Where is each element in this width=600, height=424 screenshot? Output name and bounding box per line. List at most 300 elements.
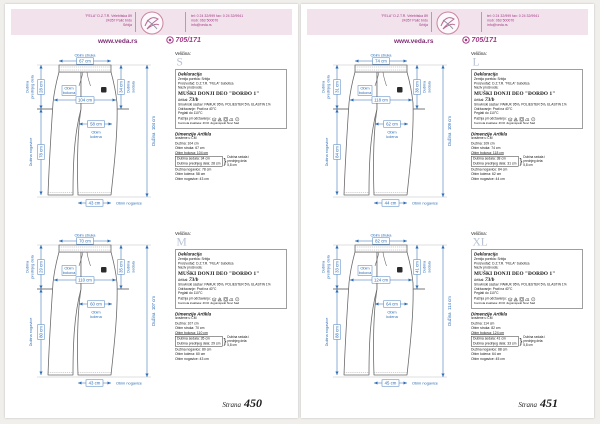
declaration-title: Deklaracija: [474, 251, 498, 257]
hips-label-2: bokova: [62, 90, 76, 96]
hem-label: Obim nogavice: [116, 380, 142, 386]
front-rise-label-2: prednjeg dela: [325, 255, 331, 279]
knee-value: 58 cm: [90, 121, 102, 127]
back-rise-value: 35 cm: [118, 261, 124, 273]
care-instruction-2: Peglati do 110°C: [178, 111, 203, 116]
care-symbols-row: [178, 117, 284, 122]
no-bleach-icon: [514, 297, 519, 302]
website: www.veda.rs: [393, 38, 434, 45]
inseam-value: 88 cm: [334, 326, 340, 338]
dimension-row: Dužina nogavice: 88 cm: [471, 347, 508, 352]
manufacturer: Proizvođač: D.Z.T.R. "FELA" Subotica: [178, 261, 234, 266]
page-right: [301, 4, 594, 418]
contact-line: mob: 063 500070: [190, 19, 219, 23]
care-instruction-2: Peglati do 110°C: [474, 111, 499, 116]
contact-line: info@veda.rs: [486, 23, 508, 28]
waist-dimension: [355, 53, 407, 65]
dimension-highlight-box: [471, 336, 518, 347]
hem-label: Obim nogavice: [412, 200, 438, 206]
knee-label: Obim: [91, 129, 101, 135]
dimensions-title: Dimenzije Artikla: [175, 311, 212, 317]
contact-line: tel: 0 24 32/999 fax: 0 24 32/9941: [190, 14, 243, 18]
brace-glyph: }: [223, 336, 227, 346]
dimension-row: Dužina: 107 cm: [175, 321, 199, 326]
dimension-row: Dužina nogavice: 78 cm: [175, 167, 212, 172]
hips-label-2: bokova: [358, 90, 372, 96]
article-value: 73/b: [485, 276, 495, 283]
back-rise-label: Dubina: [421, 260, 427, 274]
svg-text:P: P: [532, 299, 534, 301]
back-rise-label: Dubina: [125, 80, 131, 94]
knee-label-2: kolena: [386, 134, 398, 139]
brand-patch-icon: [397, 267, 403, 273]
product-name: MUŠKI DONJI DEO "ĐORĐO 1": [474, 90, 556, 97]
back-rise-label: Dubina: [125, 260, 131, 274]
front-rise-dimension: [25, 245, 45, 289]
back-rise-label-2: sedala: [130, 81, 136, 93]
waist-dimension: [59, 53, 111, 65]
certificate-stamp: [166, 36, 201, 44]
brand-patch-icon: [101, 267, 107, 273]
inseam-value: 84 cm: [334, 146, 340, 158]
dry-clean-p-icon: [531, 297, 536, 302]
size-value: S: [176, 55, 183, 68]
website: www.veda.rs: [97, 38, 138, 45]
dimensions-subtitle: Izražene u CM: [175, 136, 197, 140]
hips-label: Obim: [64, 265, 74, 271]
knee-label-2: kolena: [386, 314, 398, 319]
article-value: 73/b: [189, 96, 199, 103]
country-of-origin: Zemlja porekla: Srbija: [178, 257, 210, 261]
care-instruction-1: Održavanje: Prati na 40°C: [474, 287, 513, 291]
dimension-highlight-box: [175, 336, 222, 347]
dimensions-subtitle: Izražene u CM: [175, 316, 197, 320]
front-rise-value: 29 cm: [38, 261, 44, 273]
back-rise-label: Dubina: [421, 80, 427, 94]
front-rise-value: 33 cm: [334, 261, 340, 273]
inseam-label: Dužina nogavice: [324, 317, 329, 347]
length-dimension: [443, 65, 452, 197]
dimensions-title: Dimenzije Artikla: [175, 131, 212, 137]
page-number-label: Strana: [518, 401, 537, 409]
subheader-row: [307, 35, 588, 48]
length-label-value: Dužina107 cm: [151, 296, 157, 326]
front-rise-dimension: [321, 245, 341, 289]
certificate-stamp: [462, 36, 497, 44]
wash-40-icon: [212, 297, 217, 302]
quality-control: Kontrola kvaliteta: ZOO Jugoinspekt Novi Sad: [474, 302, 536, 306]
note-line: Dubina sedala i: [523, 335, 546, 340]
declaration-title: Deklaracija: [178, 71, 202, 77]
iron-icon: [229, 297, 234, 302]
product-name: MUŠKI DONJI DEO "ĐORĐO 1": [474, 270, 556, 277]
stamp-icon: [166, 36, 174, 44]
dimension-note: [227, 156, 249, 168]
size-value: L: [472, 55, 480, 68]
front-rise-label: Dubina: [320, 80, 326, 94]
page-left: [5, 4, 298, 418]
waist-label: Obim struka: [74, 232, 96, 238]
length-label-value: Dužina114 cm: [447, 296, 453, 326]
dimension-note-group: [175, 336, 293, 348]
article-label: Artikal:: [178, 278, 189, 282]
brace-glyph: }: [223, 156, 227, 166]
front-rise-dimension: [25, 65, 45, 109]
dimensions-list: [471, 141, 589, 181]
contact-line: tel: 0 24 32/999 fax: 0 24 32/9941: [486, 14, 539, 18]
declaration-title: Deklaracija: [178, 251, 202, 257]
pants-outline: [344, 245, 413, 375]
manufacturer: Proizvođač: D.Z.T.R. "FELA" Subotica: [474, 81, 530, 86]
dimension-note-group: [471, 336, 589, 348]
brace-glyph: }: [519, 156, 523, 166]
care-symbols-row: [474, 297, 580, 302]
waist-dimension: [355, 233, 407, 245]
dimension-row: Obim bokova: 110 cm: [175, 331, 208, 335]
dimension-row: Dubina prednjeg dela: 29 cm: [177, 341, 221, 346]
dimension-row: Dubina prednjeg dela: 28 cm: [177, 161, 221, 166]
length-label-value: Dužina109 cm: [447, 116, 453, 146]
knee-value: 60 cm: [90, 301, 102, 307]
hem-value: 43 cm: [88, 380, 101, 386]
waist-value: 70 cm: [79, 238, 91, 244]
dimension-row: Obim kolena: 64 cm: [471, 352, 502, 357]
address-line: "FELA" D.Z.T.R. Velebitska 89: [85, 14, 132, 18]
knee-label: Obim: [91, 309, 101, 315]
dimensions-list: [175, 141, 293, 181]
product-panel-size-s: [17, 51, 298, 228]
composition: Sirovinski sastav: PAMUK 95%, POLIESTER 5%, ELASTIN 1%: [178, 102, 271, 107]
hips-label: Obim: [64, 85, 74, 91]
address-line: Srbija: [418, 23, 428, 28]
panel-text-column: [471, 51, 589, 228]
back-rise-dimension: [414, 65, 432, 109]
wash-40-icon: [508, 117, 513, 122]
dimension-row: Dubina sedala: 35 cm: [177, 337, 210, 341]
care-symbols-row: [178, 297, 284, 302]
care-symbols-label: Pažnja pri održavanju:: [178, 117, 211, 121]
size-label: Veličina:: [471, 231, 487, 236]
hips-label: Obim: [360, 85, 370, 91]
hem-value: 45 cm: [384, 380, 397, 386]
address-line: Srbija: [122, 23, 132, 28]
dimension-row: Dubina prednjeg dela: 31 cm: [473, 161, 517, 166]
article-value: 73/b: [485, 96, 495, 103]
contact-info: [191, 14, 311, 28]
subheader-row: [11, 35, 292, 48]
knee-label-2: kolena: [90, 314, 102, 319]
declaration-box: [471, 69, 583, 128]
header-divider: [185, 12, 186, 32]
certificate-number: 705/171: [175, 36, 201, 44]
wash-40-icon: [212, 117, 217, 122]
quality-control: Kontrola kvaliteta: ZOO Jugoinspekt Novi Sad: [474, 122, 536, 126]
panel-text-column: [175, 231, 293, 408]
hem-value: 44 cm: [384, 200, 397, 206]
care-symbols-label: Pažnja pri održavanju:: [474, 117, 507, 121]
front-rise-label: Dubina: [24, 80, 30, 94]
back-rise-label-2: sedala: [426, 261, 432, 273]
inseam-label: Dužina nogavice: [28, 137, 33, 167]
dimension-row: Dubina sedala: 38 cm: [473, 157, 506, 161]
page-number-value: 451: [540, 396, 558, 410]
pants-outline: [48, 245, 117, 375]
dimension-row: Obim bokova: 104 cm: [175, 151, 209, 155]
wash-40-icon: [508, 297, 513, 302]
note-line: prednjeg dela:: [523, 159, 544, 163]
dimension-highlight-box: [471, 156, 518, 167]
dry-clean-p-icon: [235, 297, 240, 302]
product-panel-size-m: [17, 231, 298, 408]
no-bleach-icon: [218, 117, 223, 122]
dimension-note: [523, 156, 545, 168]
back-rise-dimension: [118, 245, 136, 289]
dimension-row: Obim struka: 70 cm: [175, 326, 205, 331]
care-instruction-1: Održavanje: Prati na 40°C: [474, 107, 513, 111]
pants-diagram: [313, 231, 471, 403]
hem-label: Obim nogavice: [116, 200, 142, 206]
care-instruction-2: Peglati do 110°C: [474, 291, 499, 296]
pants-diagram: [313, 51, 471, 223]
length-dimension: [147, 245, 156, 377]
product-name-label: Naziv proizvoda:: [178, 86, 203, 90]
article-number: [474, 277, 580, 283]
dimension-note-group: [471, 156, 589, 168]
product-panel-size-xl: [313, 231, 594, 408]
care-symbols-label: Pažnja pri održavanju:: [178, 297, 211, 301]
front-rise-label: Dubina: [320, 260, 326, 274]
waist-label: Obim struka: [370, 52, 392, 58]
dimensions-subtitle: Izražene u CM: [471, 136, 493, 140]
article-number: [178, 97, 284, 103]
dimension-row: Obim nogavice: 43 cm: [175, 357, 209, 361]
hem-dimension: [78, 200, 142, 206]
dry-clean-p-icon: [531, 117, 536, 122]
size-label: Veličina:: [175, 51, 191, 56]
dimension-note-group: [175, 156, 293, 168]
page-number-label: Strana: [222, 401, 241, 409]
waist-label: Obim struka: [74, 52, 96, 58]
back-rise-label-2: sedala: [130, 261, 136, 273]
contact-line: mob: 063 500070: [486, 19, 515, 23]
note-line: prednjeg dela:: [227, 159, 248, 163]
front-rise-label: Dubina: [24, 260, 30, 274]
svg-text:40: 40: [213, 120, 216, 122]
tumble-dry-icon: [519, 117, 524, 122]
dimension-row: Dužina: 109 cm: [471, 141, 495, 146]
svg-text:P: P: [532, 119, 534, 121]
dimension-row: Obim kolena: 60 cm: [175, 352, 206, 357]
care-instruction-1: Održavanje: Prati na 40°C: [178, 107, 217, 111]
hips-label: Obim: [360, 265, 370, 271]
dimension-row: Obim kolena: 62 cm: [471, 172, 502, 177]
knee-value: 62 cm: [386, 121, 398, 127]
dry-clean-p-icon: [235, 117, 240, 122]
waistband: [59, 65, 111, 72]
country-of-origin: Zemlja porekla: Srbija: [474, 77, 506, 81]
front-rise-value: 28 cm: [38, 81, 44, 93]
iron-icon: [525, 117, 530, 122]
waist-dimension: [59, 233, 111, 245]
hem-dimension: [374, 200, 438, 206]
address-line: 24357 Palić brdo: [401, 19, 428, 23]
dimension-row: Obim struka: 82 cm: [471, 326, 501, 331]
company-address: [308, 14, 428, 28]
note-line: Dubina sedala i: [227, 155, 250, 160]
header-divider: [431, 12, 432, 32]
page-number: [518, 396, 558, 411]
declaration-title: Deklaracija: [474, 71, 498, 77]
hips-value: 110 cm: [78, 277, 92, 283]
back-rise-value: 34 cm: [118, 81, 124, 93]
brace-glyph: }: [519, 336, 523, 346]
knee-value: 64 cm: [386, 301, 398, 307]
composition: Sirovinski sastav: PAMUK 95%, POLIESTER 5%, ELASTIN 1%: [474, 102, 567, 107]
quality-control: Kontrola kvaliteta: ZOO Jugoinspekt Novi Sad: [178, 302, 240, 306]
article-label: Artikal:: [474, 98, 485, 102]
page-number: [222, 396, 262, 411]
header-divider: [481, 12, 482, 32]
care-instruction-1: Održavanje: Prati na 40°C: [178, 287, 217, 291]
waist-value: 67 cm: [79, 58, 91, 64]
hips-label-2: bokova: [358, 270, 372, 276]
knee-label: Obim: [387, 309, 397, 315]
back-rise-dimension: [118, 65, 136, 109]
product-name-label: Naziv proizvoda:: [474, 86, 499, 90]
product-name: MUŠKI DONJI DEO "ĐORĐO 1": [178, 270, 260, 277]
declaration-box: [471, 249, 583, 308]
knee-label-2: kolena: [90, 134, 102, 139]
size-label: Veličina:: [471, 51, 487, 56]
note-line: prednjeg dela:: [523, 339, 544, 343]
size-label: Veličina:: [175, 231, 191, 236]
product-name-label: Naziv proizvoda:: [178, 266, 203, 270]
brand-patch-icon: [397, 87, 403, 93]
dimension-highlight-box: [175, 156, 222, 167]
dimension-row: Obim nogavice: 43 cm: [175, 177, 209, 181]
dimensions-list: [175, 321, 293, 361]
no-bleach-icon: [218, 297, 223, 302]
pants-diagram: [17, 51, 175, 223]
note-line: 5,8 cm: [523, 163, 533, 167]
hips-value: 124 cm: [373, 277, 389, 283]
knee-label: Obim: [387, 129, 397, 135]
dimension-row: Obim nogavice: 44 cm: [471, 177, 505, 181]
article-label: Artikal:: [178, 98, 189, 102]
pants-outline: [48, 65, 117, 195]
front-rise-dimension: [321, 65, 341, 109]
note-line: 5,8 cm: [227, 343, 237, 347]
front-rise-value: 31 cm: [334, 81, 340, 93]
pants-diagram: [17, 231, 175, 403]
dimension-row: Dubina sedala: 41 cm: [473, 337, 506, 341]
composition: Sirovinski sastav: PAMUK 95%, POLIESTER 5%, ELASTIN 1%: [474, 282, 567, 287]
dimension-row: Obim kolena: 58 cm: [175, 172, 206, 177]
iron-icon: [525, 297, 530, 302]
tumble-dry-icon: [223, 117, 228, 122]
length-dimension: [443, 245, 452, 377]
inseam-dimension: [28, 109, 44, 195]
article-number: [178, 277, 284, 283]
hem-dimension: [374, 380, 438, 386]
note-line: 5,8 cm: [523, 343, 533, 347]
manufacturer: Proizvođač: D.Z.T.R. "FELA" Subotica: [474, 261, 530, 266]
country-of-origin: Zemlja porekla: Srbija: [474, 257, 506, 261]
panel-text-column: [471, 231, 589, 408]
dimensions-list: [471, 321, 589, 361]
dimension-row: Dužina: 104 cm: [175, 141, 199, 146]
declaration-box: [175, 69, 287, 128]
dimension-row: Dubina prednjeg dela: 33 cm: [473, 341, 517, 346]
dimensions-title: Dimenzije Artikla: [471, 131, 508, 137]
hem-dimension: [78, 380, 142, 386]
country-of-origin: Zemlja porekla: Srbija: [178, 77, 210, 81]
front-rise-label-2: prednjeg dela: [29, 255, 35, 279]
size-value: XL: [472, 235, 488, 248]
article-value: 73/b: [189, 276, 199, 283]
waist-label: Obim struka: [370, 232, 392, 238]
note-line: Dubina sedala i: [523, 155, 546, 160]
dimension-row: Obim struka: 67 cm: [175, 146, 205, 151]
iron-icon: [229, 117, 234, 122]
certificate-number: 705/171: [471, 36, 497, 44]
article-label: Artikal:: [474, 278, 485, 282]
back-rise-value: 41 cm: [414, 261, 420, 273]
back-rise-value: 38 cm: [414, 81, 420, 93]
inseam-value: 80 cm: [38, 326, 44, 338]
inseam-dimension: [324, 109, 340, 195]
product-name: MUŠKI DONJI DEO "ĐORĐO 1": [178, 90, 260, 97]
stamp-icon: [462, 36, 470, 44]
dimension-row: Dubina sedala: 34 cm: [177, 157, 210, 161]
back-rise-label-2: sedala: [426, 81, 432, 93]
tumble-dry-icon: [223, 297, 228, 302]
care-symbols-label: Pažnja pri održavanju:: [474, 297, 507, 301]
composition: Sirovinski sastav: PAMUK 95%, POLIESTER 5%, ELASTIN 1%: [178, 282, 271, 287]
product-panel-size-l: [313, 51, 594, 228]
care-symbols-row: [474, 117, 580, 122]
note-line: 5,8 cm: [227, 163, 237, 167]
front-rise-label-2: prednjeg dela: [325, 75, 331, 99]
dimension-row: Obim struka: 74 cm: [471, 146, 501, 151]
dimension-row: Dužina nogavice: 84 cm: [471, 167, 508, 172]
manufacturer: Proizvođač: D.Z.T.R. "FELA" Subotica: [178, 81, 234, 86]
contact-info: [487, 14, 600, 28]
dimension-row: Obim bokova: 124 cm: [471, 331, 505, 335]
inseam-dimension: [324, 289, 340, 375]
hips-value: 104 cm: [77, 97, 93, 103]
back-rise-dimension: [414, 245, 432, 289]
dimension-row: Obim bokova: 118 cm: [471, 151, 504, 155]
hem-label: Obim nogavice: [412, 380, 438, 386]
address-line: "FELA" D.Z.T.R. Velebitska 89: [381, 14, 428, 18]
page-number-value: 450: [244, 396, 262, 410]
header-divider: [135, 12, 136, 32]
inseam-label: Dužina nogavice: [324, 137, 329, 167]
dimension-row: Dužina nogavice: 80 cm: [175, 347, 212, 352]
tumble-dry-icon: [519, 297, 524, 302]
contact-line: info@veda.rs: [190, 23, 212, 28]
svg-text:40: 40: [509, 300, 512, 302]
waist-value: 82 cm: [375, 238, 387, 244]
inseam-label: Dužina nogavice: [28, 317, 33, 347]
length-dimension: [147, 65, 156, 197]
note-line: prednjeg dela:: [227, 339, 248, 343]
dimension-note: [227, 336, 249, 348]
header-band: [11, 9, 292, 35]
waistband: [59, 245, 111, 252]
svg-text:40: 40: [509, 120, 512, 122]
